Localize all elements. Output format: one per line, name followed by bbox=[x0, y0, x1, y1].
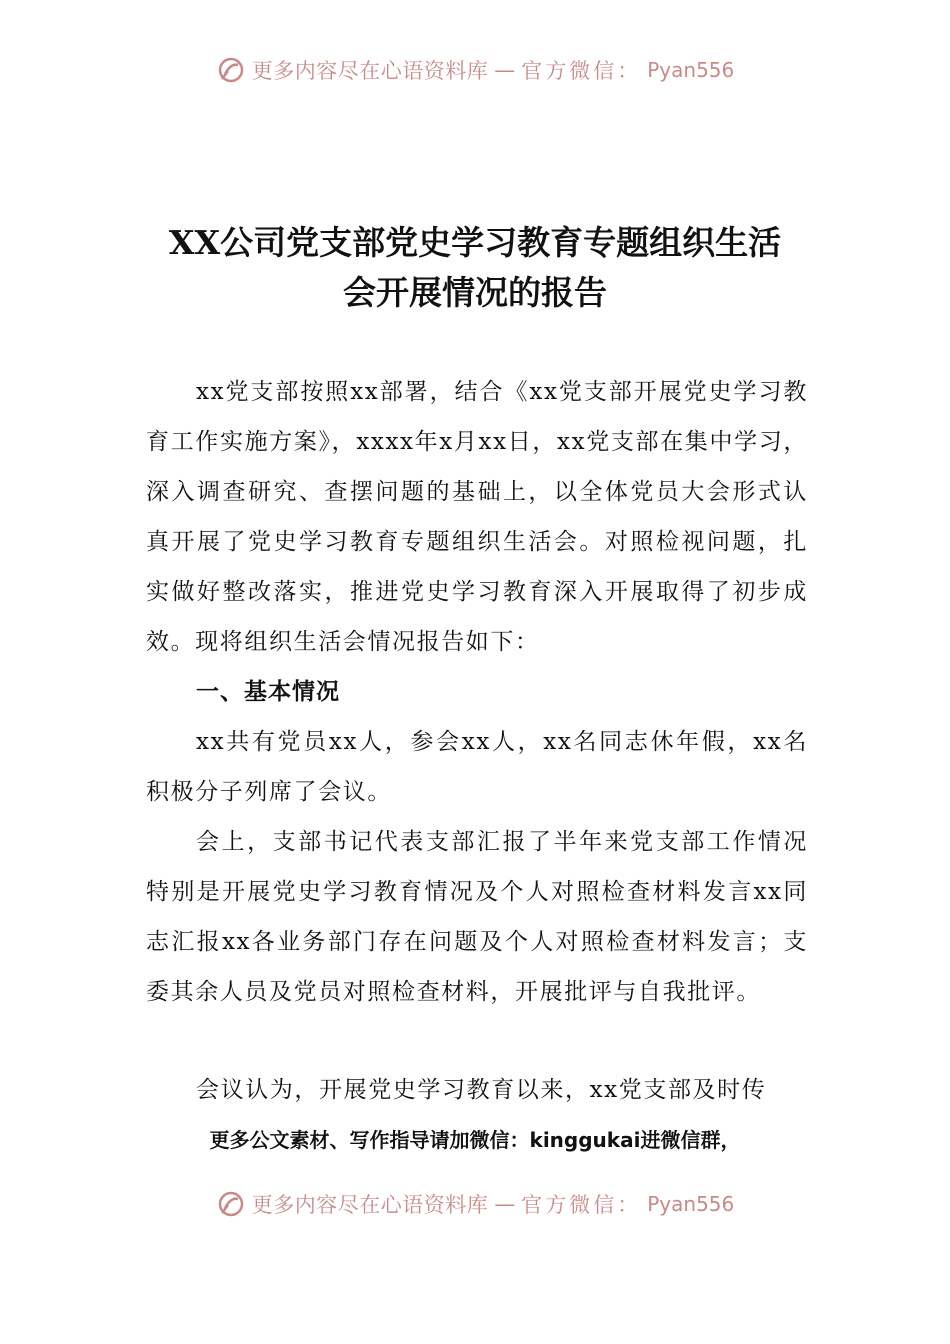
section-heading-basic-situation: 一、基本情况 bbox=[196, 679, 340, 705]
watermark-site-name: 更多内容尽在心语资料库 bbox=[251, 59, 489, 83]
library-logo-icon bbox=[216, 55, 246, 85]
conclusion-paragraph: 会议认为，开展党史学习教育以来，xx党支部及时传 bbox=[196, 1077, 767, 1103]
watermark-dash: — bbox=[494, 58, 516, 82]
document-title bbox=[100, 218, 850, 318]
watermark-dash: — bbox=[494, 1192, 516, 1216]
header-watermark bbox=[0, 50, 950, 90]
watermark-label: 官方微信： bbox=[521, 59, 642, 83]
title-line-2: 会开展情况的报告 bbox=[343, 273, 607, 312]
attendance-paragraph: xx共有党员xx人，参会xx人，xx名同志休年假，xx名积极分子列席了会议。 bbox=[146, 729, 808, 805]
promo-line: 更多公文素材、写作指导请加微信：kinggukai进微信群， bbox=[209, 1128, 741, 1152]
library-logo-icon bbox=[216, 1189, 246, 1219]
watermark-site-name: 更多内容尽在心语资料库 bbox=[251, 1193, 489, 1217]
meeting-paragraph: 会上，支部书记代表支部汇报了半年来党支部工作情况特别是开展党史学习教育情况及个人对照检查材料发言xx同志汇报xx各业务部门存在问题及个人对照检查材料发言；支委其余人员及党员对照检查材料，开展批评与自我批评。 bbox=[146, 829, 808, 1005]
intro-paragraph: xx党支部按照xx部署，结合《xx党支部开展党史学习教育工作实施方案》，xxxx年x月xx日，xx党支部在集中学习，深入调查研究、查摆问题的基础上，以全体党员大会形式认真开展了党史学习教育专题组织生活会。对照检视问题，扎实做好整改落实，推进党史学习教育深入开展取得了初步成效。现将组织生活会情况报告如下： bbox=[146, 379, 808, 655]
footer-watermark bbox=[0, 1184, 950, 1224]
title-line-1: XX公司党支部党史学习教育专题组织生活 bbox=[168, 223, 782, 262]
watermark-wechat-id: Pyan556 bbox=[647, 1192, 735, 1216]
watermark-label: 官方微信： bbox=[521, 1193, 642, 1217]
watermark-wechat-id: Pyan556 bbox=[647, 58, 735, 82]
